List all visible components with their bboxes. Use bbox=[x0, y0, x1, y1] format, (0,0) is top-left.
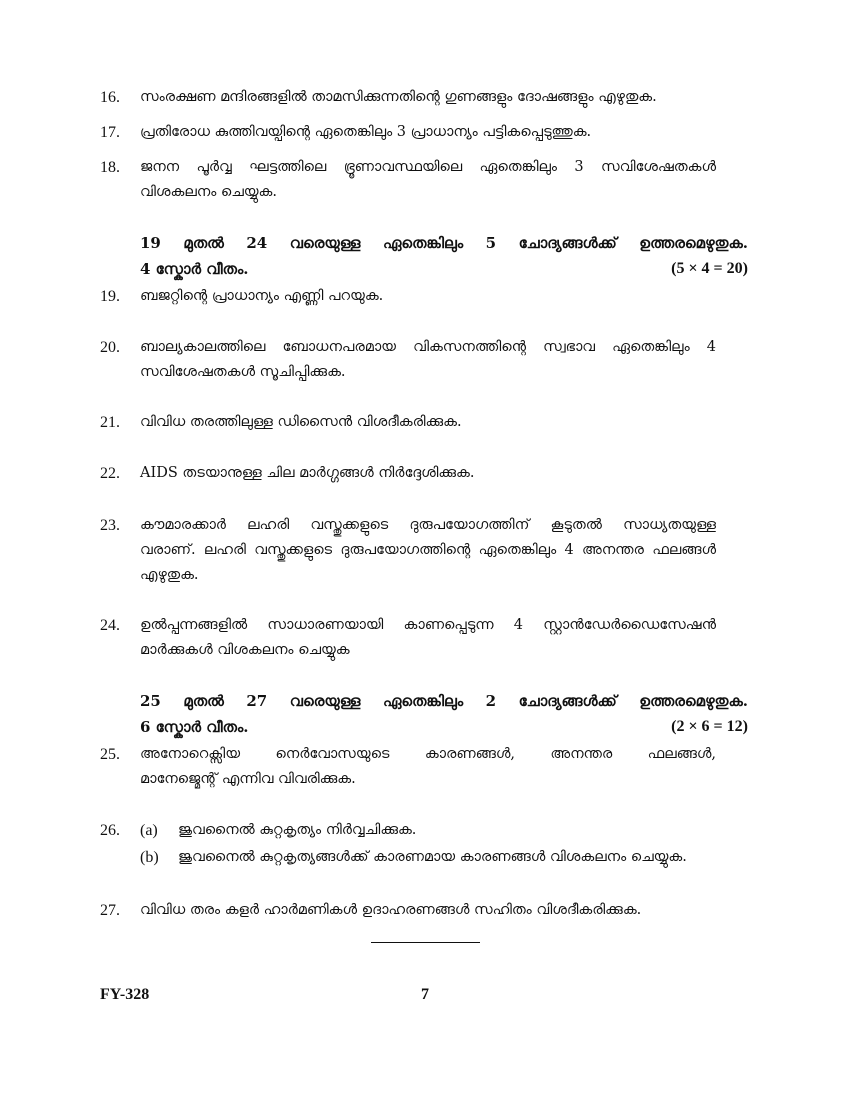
paper-code: FY-328 bbox=[100, 986, 150, 1003]
sub-question-label: (a) bbox=[140, 822, 158, 839]
question-number: 18. bbox=[100, 159, 120, 176]
question-number: 26. bbox=[100, 822, 120, 839]
section-score: 4 സ്കോർ വീതം. bbox=[140, 260, 249, 278]
question-text-line: ബാല്യകാലത്തിലെ ബോധനപരമായ വികസനത്തിന്റെ സ്വഭാവ ഏതെങ്കിലും 4 bbox=[140, 339, 716, 355]
question-text-line: വരാണ്. ലഹരി വസ്തുക്കളുടെ ദുരുപയോഗത്തിന്റെ ഏതെങ്കിലും 4 അനന്തര ഫലങ്ങൾ bbox=[140, 542, 716, 558]
question-text-line: ഉൽപ്പന്നങ്ങളിൽ സാധാരണയായി കാണപ്പെടുന്ന 4 സ്റ്റാൻഡേർഡൈസേഷൻ bbox=[140, 617, 716, 633]
question-number: 27. bbox=[100, 902, 120, 919]
question-number: 21. bbox=[100, 414, 120, 431]
question-number: 20. bbox=[100, 339, 120, 356]
question-text: പ്രതിരോധ കുത്തിവയ്പിന്റെ ഏതെങ്കിലും 3 പ്രാധാന്യം പട്ടികപ്പെടുത്തുക. bbox=[140, 124, 592, 140]
question-text-line: മാർക്കുകൾ വിശകലനം ചെയ്യുക bbox=[140, 642, 350, 658]
question-number: 19. bbox=[100, 288, 120, 305]
question-text: AIDS തടയാനുള്ള ചില മാർഗ്ഗങ്ങൾ നിർദ്ദേശിക്കുക. bbox=[140, 465, 475, 481]
question-text-line: ജനന പൂർവ്വ ഘട്ടത്തിലെ ഭ്രൂണാവസ്ഥയിലെ ഏതെങ്കിലും 3 സവിശേഷതകൾ bbox=[140, 159, 716, 175]
sub-question-text: ജുവനൈൽ കുറ്റകൃത്യങ്ങൾക്ക് കാരണമായ കാരണങ്ങൾ വിശകലനം ചെയ്യുക. bbox=[178, 849, 687, 865]
question-number: 17. bbox=[100, 124, 120, 141]
question-text-line: എഴുതുക. bbox=[140, 567, 199, 583]
section-instruction-19-24 bbox=[140, 230, 748, 282]
section-heading: 25 മുതൽ 27 വരെയുള്ള ഏതെങ്കിലും 2 ചോദ്യങ്ങൾക്ക് ഉത്തരമെഴുതുക. bbox=[140, 692, 748, 710]
question-text-line: വിശകലനം ചെയ്യുക. bbox=[140, 184, 277, 200]
question-text: ബജറ്റിന്റെ പ്രാധാന്യം എണ്ണി പറയുക. bbox=[140, 288, 384, 304]
section-marks: (2 × 6 = 12) bbox=[671, 718, 748, 735]
question-number: 24. bbox=[100, 617, 120, 634]
section-score: 6 സ്കോർ വീതം. bbox=[140, 718, 249, 736]
question-number: 16. bbox=[100, 89, 120, 106]
page-number: 7 bbox=[421, 986, 429, 1003]
question-text-line: മാനേജ്മെന്റ് എന്നിവ വിവരിക്കുക. bbox=[140, 771, 356, 787]
end-rule bbox=[371, 942, 480, 943]
question-text-line: സവിശേഷതകൾ സൂചിപ്പിക്കുക. bbox=[140, 364, 346, 380]
section-instruction-25-27 bbox=[140, 688, 748, 740]
question-number: 25. bbox=[100, 746, 120, 763]
question-text-line: അനോറെക്സിയ നെർവോസയുടെ കാരണങ്ങൾ, അനന്തര ഫലങ്ങൾ, bbox=[140, 746, 716, 762]
question-text: സംരക്ഷണ മന്ദിരങ്ങളിൽ താമസിക്കുന്നതിന്റെ ഗുണങ്ങളും ദോഷങ്ങളും എഴുതുക. bbox=[140, 89, 657, 105]
sub-question-label: (b) bbox=[140, 849, 159, 866]
section-marks: (5 × 4 = 20) bbox=[671, 260, 748, 277]
question-text: വിവിധ തരത്തിലുള്ള ഡിസൈൻ വിശദീകരിക്കുക. bbox=[140, 414, 462, 430]
question-text: വിവിധ തരം കളർ ഹാർമണികൾ ഉദാഹരണങ്ങൾ സഹിതം വിശദീകരിക്കുക. bbox=[140, 902, 642, 918]
question-number: 23. bbox=[100, 517, 120, 534]
question-number: 22. bbox=[100, 465, 120, 482]
question-text-line: കൗമാരക്കാർ ലഹരി വസ്തുക്കളുടെ ദുരുപയോഗത്തിന് കൂടുതൽ സാധ്യതയുള്ള bbox=[140, 517, 716, 533]
section-heading: 19 മുതൽ 24 വരെയുള്ള ഏതെങ്കിലും 5 ചോദ്യങ്ങൾക്ക് ഉത്തരമെഴുതുക. bbox=[140, 234, 748, 252]
sub-question-text: ജുവനൈൽ കുറ്റകൃത്യം നിർവ്വചിക്കുക. bbox=[178, 822, 417, 838]
